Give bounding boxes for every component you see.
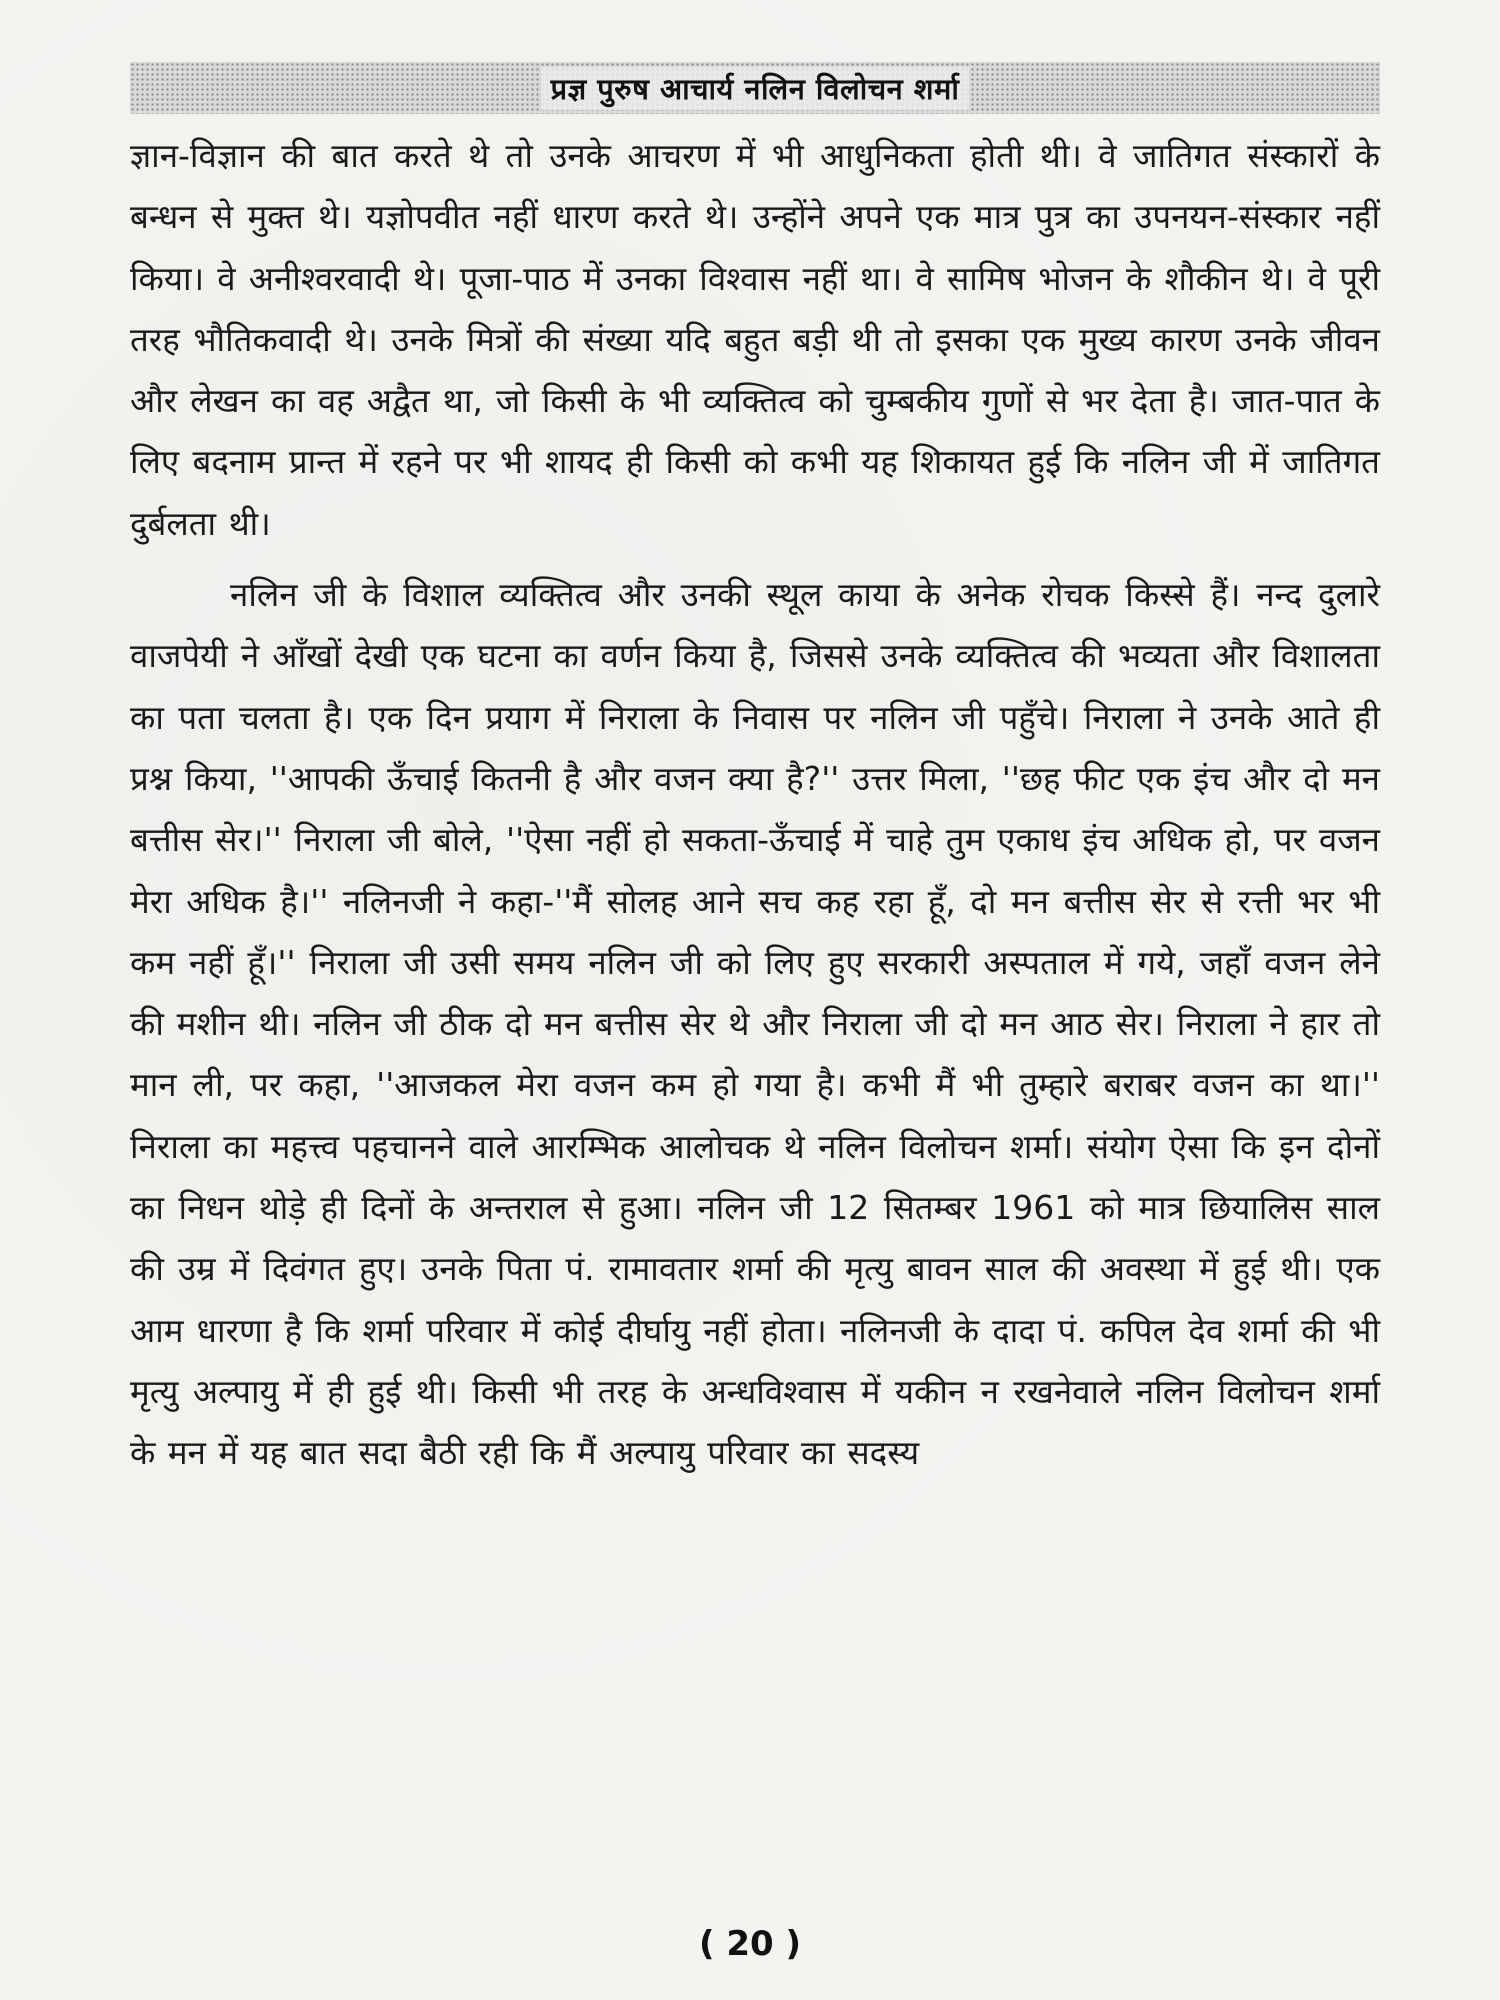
body-text	[130, 125, 1380, 1484]
paragraph-2: नलिन जी के विशाल व्यक्तित्व और उनकी स्थूल काया के अनेक रोचक किस्से हैं। नन्द दुलारे वाजपेयी ने आँखों देखी एक घटना का वर्णन किया है, जिससे उनके व्यक्तित्व की भव्यता और विशालता का पता चलता है। एक दिन प्रयाग में निराला के निवास पर नलिन जी पहुँचे। निराला ने उनके आते ही प्रश्न किया, ''आपकी ऊँचाई कितनी है और वजन क्या है?'' उत्तर मिला, ''छह फीट एक इंच और दो मन बत्तीस सेर।'' निराला जी बोले, ''ऐसा नहीं हो सकता-ऊँचाई में चाहे तुम एकाध इंच अधिक हो, पर वजन मेरा अधिक है।'' नलिनजी ने कहा-''मैं सोलह आने सच कह रहा हूँ, दो मन बत्तीस सेर से रत्ती भर भी कम नहीं हूँ।'' निराला जी उसी समय नलिन जी को लिए हुए सरकारी अस्पताल में गये, जहाँ वजन लेने की मशीन थी। नलिन जी ठीक दो मन बत्तीस सेर थे और निराला जी दो मन आठ सेर। निराला ने हार तो मान ली, पर कहा, ''आजकल मेरा वजन कम हो गया है। कभी मैं भी तुम्हारे बराबर वजन का था।'' निराला का महत्त्व पहचानने वाले आरम्भिक आलोचक थे नलिन विलोचन शर्मा। संयोग ऐसा कि इन दोनों का निधन थोड़े ही दिनों के अन्तराल से हुआ। नलिन जी 12 सितम्बर 1961 को मात्र छियालिस साल की उम्र में दिवंगत हुए। उनके पिता पं. रामावतार शर्मा की मृत्यु बावन साल की अवस्था में हुई थी। एक आम धारणा है कि शर्मा परिवार में कोई दीर्घायु नहीं होता। नलिनजी के दादा पं. कपिल देव शर्मा की भी मृत्यु अल्पायु में ही हुई थी। किसी भी तरह के अन्धविश्वास में यकीन न रखनेवाले नलिन विलोचन शर्मा के मन में यह बात सदा बैठी रही कि मैं अल्पायु परिवार का सदस्य	[130, 575, 1380, 1473]
running-header-title: प्रज्ञ पुरुष आचार्य नलिन विलोचन शर्मा	[541, 67, 970, 110]
paragraph-1: ज्ञान-विज्ञान की बात करते थे तो उनके आचरण में भी आधुनिकता होती थी। वे जातिगत संस्कारों के बन्धन से मुक्त थे। यज्ञोपवीत नहीं धारण करते थे। उन्होंने अपने एक मात्र पुत्र का उपनयन-संस्कार नहीं किया। वे अनीश्वरवादी थे। पूजा-पाठ में उनका विश्वास नहीं था। वे सामिष भोजन के शौकीन थे। वे पूरी तरह भौतिकवादी थे। उनके मित्रों की संख्या यदि बहुत बड़ी थी तो इसका एक मुख्य कारण उनके जीवन और लेखन का वह अद्वैत था, जो किसी के भी व्यक्तित्व को चुम्बकीय गुणों से भर देता है। जात-पात के लिए बदनाम प्रान्त में रहने पर भी शायद ही किसी को कभी यह शिकायत हुई कि नलिन जी में जातिगत दुर्बलता थी।	[130, 136, 1380, 543]
running-header	[130, 62, 1380, 114]
page-number: ( 20 )	[698, 1924, 802, 1964]
